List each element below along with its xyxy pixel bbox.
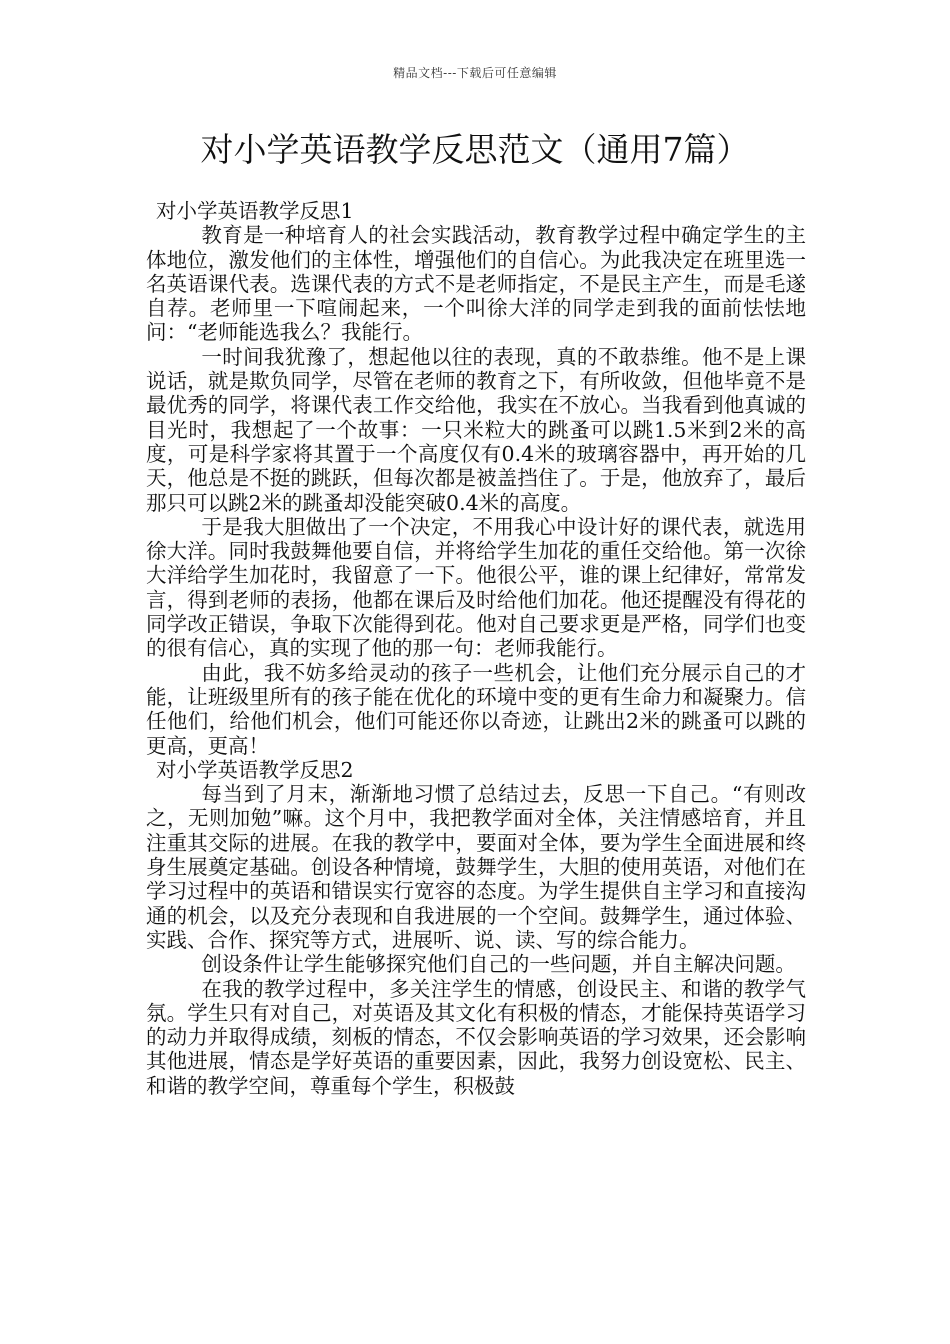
paragraph: 一时间我犹豫了，想起他以往的表现，真的不敢恭维。他不是上课说话，就是欺负同学，尽管在老师的教育之下，有所收敛，但他毕竟不是最优秀的同学，将课代表工作交给他，我实在不放心。当我看到他真诚的目光时，我想起了一个故事：一只米粒大的跳蚤可以跳1.5米到2米的高度，可是科学家将其置于一个高度仅有0.4米的玻璃容器中，再开始的几天，他总是不挺的跳跃，但每次都是被盖挡住了。于是，他放弃了，最后那只可以跳2米的跳蚤却没能突破0.4米的高度。 — [146, 344, 806, 515]
page-header: 精品文档---下载后可任意编辑 — [393, 66, 557, 80]
section-heading: 对小学英语教学反思2 — [156, 757, 354, 782]
paragraph: 创设条件让学生能够探究他们自己的一些问题，并自主解决问题。 — [201, 952, 796, 977]
section-2 — [146, 758, 806, 1098]
paragraph: 由此，我不妨多给灵动的孩子一些机会，让他们充分展示自己的才能，让班级里所有的孩子能在优化的环境中变的更有生命力和凝聚力。信任他们，给他们机会，他们可能还你以奇迹，让跳出2米的跳蚤可以跳的更高，更高！ — [146, 660, 806, 758]
section-heading: 对小学英语教学反思1 — [156, 199, 354, 223]
document-body — [146, 199, 806, 1098]
paragraph: 教育是一种培育人的社会实践活动，教育教学过程中确定学生的主体地位，激发他们的主体性，增强他们的自信心。为此我决定在班里选一名英语课代表。选课代表的方式不是老师指定，不是民主产生，而是毛遂自荐。老师里一下喧闹起来，一个叫徐大洋的同学走到我的面前怯怯地问：“老师能选我么？我能行。 — [146, 223, 806, 345]
document-title: 对小学英语教学反思范文（通用7篇） — [200, 130, 750, 169]
paragraph: 每当到了月末，渐渐地习惯了总结过去，反思一下自己。“有则改之，无则加勉”嘛。这个月中，我把教学面对全体，关注情感培育，并且注重其交际的进展。在我的教学中，要面对全体，要为学生全面进展和终身生展奠定基础。创设各种情境，鼓舞学生，大胆的使用英语，对他们在学习过程中的英语和错误实行宽容的态度。为学生提供自主学习和直接沟通的机会，以及充分表现和自我进展的一个空间。鼓舞学生，通过体验、实践、合作、探究等方式，进展听、说、读、写的综合能力。 — [146, 782, 806, 952]
paragraph: 于是我大胆做出了一个决定，不用我心中设计好的课代表，就选用徐大洋。同时我鼓舞他要自信，并将给学生加花的重任交给他。第一次徐大洋给学生加花时，我留意了一下。他很公平，谁的课上纪律好，常常发言，得到老师的表扬，他都在课后及时给他们加花。他还提醒没有得花的同学改正错误，争取下次能得到花。他对自己要求更是严格，同学们也变的很有信心，真的实现了他的那一句：老师我能行。 — [146, 514, 806, 661]
paragraph: 在我的教学过程中，多关注学生的情感，创设民主、和谐的教学气氛。学生只有对自己，对英语及其文化有积极的情态，才能保持英语学习的动力并取得成绩，刻板的情态，不仅会影响英语的学习效果，还会影响其他进展，情态是学好英语的重要因素，因此，我努力创设宽松、民主、和谐的教学空间，尊重每个学生，积极鼓 — [146, 976, 806, 1098]
section-1 — [146, 199, 806, 758]
